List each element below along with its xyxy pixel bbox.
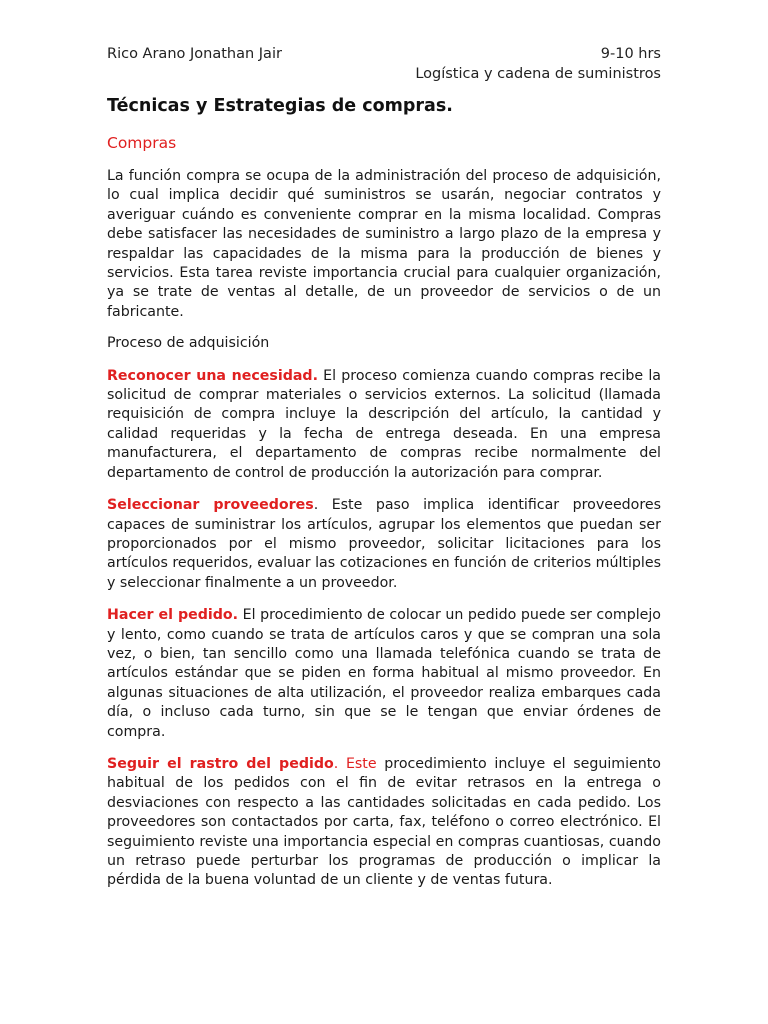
- step-text: Este paso implica identificar proveedores capaces de suministrar los artículos, agrupar los elementos que puedan ser proporcionados por el mismo proveedor, solicitar licitaciones para los artículos requeridos, evaluar las cotizaciones en función de criterios múltiples y seleccionar finalmente a un proveedor.: [107, 497, 661, 591]
- step-label-suffix: .: [313, 497, 319, 514]
- step-label: Seleccionar proveedores: [107, 497, 314, 514]
- author-name: Rico Arano Jonathan Jair: [107, 46, 282, 62]
- step-label-suffix: . Este: [333, 755, 377, 772]
- subheading-proceso: Proceso de adquisición: [107, 335, 270, 352]
- step-text: El proceso comienza cuando compras recibe la solicitud de comprar materiales o servicios externos. La solicitud (llamada requisición de compra incluye la descripción del artículo, la cantidad y calidad requeridas y la fecha de entrega deseada. En una empresa manufacturera, el departamento de compras recibe normalmente del departamento de control de producción la autorización para comprar.: [107, 367, 661, 481]
- step-paragraph: [107, 606, 661, 742]
- step-paragraph: [107, 755, 661, 891]
- step-label: Seguir el rastro del pedido: [107, 755, 334, 772]
- step-text: El procedimiento de colocar un pedido puede ser complejo y lento, como cuando se trata de artículos caros y que se compran una sola vez, o bien, tan sencillo como una llamada telefónica cuando se trata de artículos estándar que se piden en forma habitual al mismo proveedor. En algunas situaciones de alta utilización, el proveedor realiza embarques cada día, o incluso cada turno, sin que se le tengan que enviar órdenes de compra.: [107, 607, 661, 740]
- course-name: Logística y cadena de suministros: [415, 66, 661, 82]
- step-text: procedimiento incluye el seguimiento habitual de los pedidos con el fin de evitar retrasos en la entrega o desviaciones con respecto a las cantidades solicitadas en cada pedido. Los proveedores son contactados por carta, fax, teléfono o correo electrónico. El seguimiento reviste una importancia especial en compras cuantiosas, cuando un retraso puede perturbar los programas de producción o implicar la pérdida de la buena voluntad de un cliente y de ventas futura.: [107, 755, 661, 889]
- section-heading-compras: Compras: [107, 134, 177, 152]
- intro-paragraph: La función compra se ocupa de la administración del proceso de adquisición, lo cual implica decidir qué suministros se usarán, negociar contratos y averiguar cuándo es conveniente comprar en la misma localidad. Compras debe satisfacer las necesidades de suministro a largo plazo de la empresa y respaldar las capacidades de la misma para la producción de bienes y servicios. Esta tarea reviste importancia crucial para cualquier organización, ya se trate de ventas al detalle, de un proveedor de servicios o de un fabricante.: [107, 168, 661, 320]
- step-label: Reconocer una necesidad.: [107, 367, 318, 384]
- page-header: [107, 44, 661, 64]
- step-paragraph: [107, 367, 661, 483]
- document-title: Técnicas y Estrategias de compras.: [107, 96, 453, 116]
- schedule: 9-10 hrs: [600, 46, 661, 62]
- step-label: Hacer el pedido.: [107, 607, 239, 624]
- step-paragraph: [107, 496, 661, 593]
